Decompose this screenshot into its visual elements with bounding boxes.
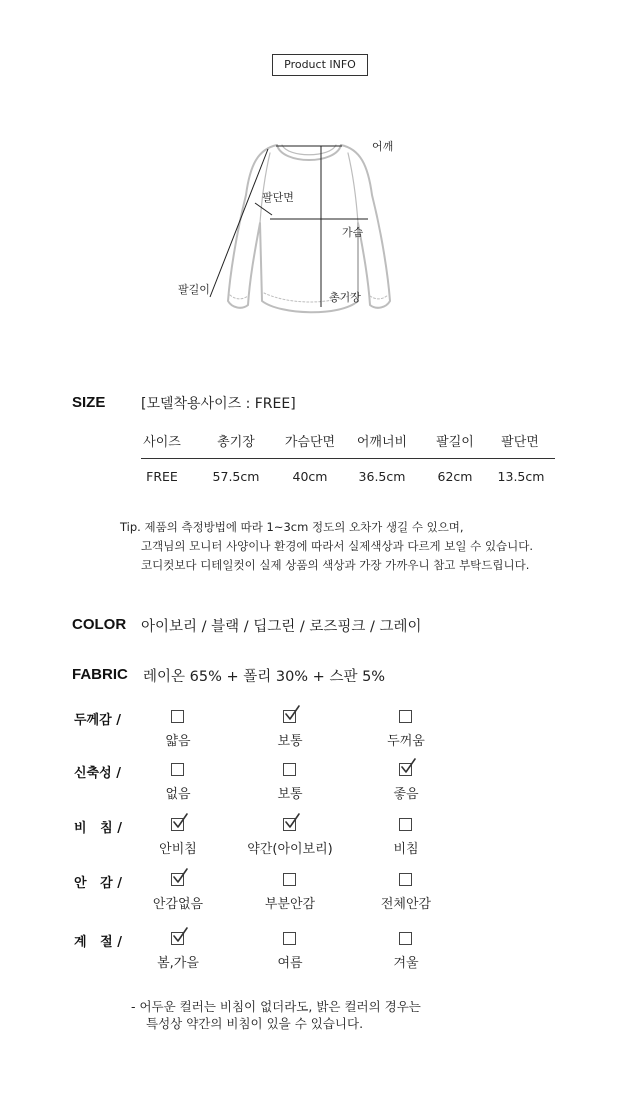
property-label: 계 절 /: [74, 935, 122, 950]
color-section-label: COLOR: [72, 616, 127, 633]
color-values: 아이보리 / 블랙 / 딥그린 / 로즈핑크 / 그레이: [141, 619, 422, 635]
checkbox-checked[interactable]: [171, 873, 184, 886]
checkbox-checked[interactable]: [171, 932, 184, 945]
property-option-label: 좋음: [393, 787, 419, 802]
tip-line-2: 고객님의 모니터 사양이나 환경에 따라서 실제색상과 다르게 보일 수 있습니다.: [141, 539, 534, 553]
size-table-header: 사이즈: [143, 435, 181, 450]
size-table-cell: FREE: [146, 469, 178, 484]
property-option-label: 부분안감: [264, 897, 316, 912]
property-option-label: 보통: [277, 787, 303, 802]
property-option-label: 없음: [165, 787, 191, 802]
fabric-value: 레이온 65% + 폴리 30% + 스판 5%: [143, 669, 386, 685]
diagram-label-chest: 가슴: [342, 226, 364, 239]
diagram-label-shoulder: 어깨: [372, 140, 394, 153]
diagram-label-total-length: 총기장: [329, 291, 361, 304]
property-option-label: 얇음: [165, 734, 191, 749]
property-option-label: 보통: [277, 734, 303, 749]
property-label: 두께감 /: [74, 713, 121, 728]
checkbox-checked[interactable]: [283, 818, 296, 831]
property-option-label: 안감없음: [152, 897, 204, 912]
checkbox-unchecked[interactable]: [171, 763, 184, 776]
property-option-label: 여름: [277, 956, 303, 971]
property-option-label: 겨울: [393, 956, 419, 971]
checkbox-unchecked[interactable]: [171, 710, 184, 723]
checkbox-unchecked[interactable]: [399, 873, 412, 886]
property-label: 비 침 /: [74, 821, 122, 836]
fabric-section-label: FABRIC: [72, 666, 128, 683]
size-table-cell: 13.5cm: [497, 469, 545, 484]
property-label: 신축성 /: [74, 766, 121, 781]
note-line-1: - 어두운 컬러는 비침이 없더라도, 밝은 컬러의 경우는: [131, 999, 421, 1014]
checkbox-unchecked[interactable]: [399, 818, 412, 831]
diagram-label-sleeve-length: 팔길이: [178, 283, 210, 296]
size-table-cell: 36.5cm: [358, 469, 406, 484]
property-option-label: 약간(아이보리): [247, 842, 333, 857]
checkbox-checked[interactable]: [283, 710, 296, 723]
size-table-divider: [141, 458, 555, 459]
tip-line-3: 코디컷보다 디테일컷이 실제 상품의 색상과 가장 가까우니 참고 부탁드립니다.: [141, 558, 530, 572]
property-option-label: 비침: [393, 842, 419, 857]
note-line-2: 특성상 약간의 비침이 있을 수 있습니다.: [146, 1016, 364, 1031]
size-table-cell: 57.5cm: [212, 469, 260, 484]
size-table-header: 팔길이: [436, 435, 474, 450]
size-table-cell: 40cm: [292, 469, 328, 484]
property-option-label: 안비침: [159, 842, 197, 857]
checkbox-unchecked[interactable]: [399, 932, 412, 945]
size-section-label: SIZE: [72, 394, 106, 411]
size-table-cell: 62cm: [437, 469, 473, 484]
product-info-title: Product INFO: [272, 54, 368, 76]
property-label: 안 감 /: [74, 876, 122, 891]
size-table-header: 총기장: [217, 435, 255, 450]
size-table-header: 어깨너비: [356, 435, 408, 450]
property-option-label: 봄,가을: [157, 956, 199, 971]
tip-line-1: Tip. 제품의 측정방법에 따라 1~3cm 정도의 오차가 생길 수 있으며,: [120, 520, 464, 534]
checkbox-unchecked[interactable]: [283, 932, 296, 945]
checkbox-unchecked[interactable]: [283, 763, 296, 776]
diagram-label-sleeve-width: 팔단면: [262, 191, 294, 204]
property-option-label: 전체안감: [380, 897, 432, 912]
size-table-header: 팔단면: [501, 435, 539, 450]
model-size-note: [모델착용사이즈 : FREE]: [141, 396, 296, 412]
checkbox-unchecked[interactable]: [283, 873, 296, 886]
checkbox-unchecked[interactable]: [399, 710, 412, 723]
checkbox-checked[interactable]: [171, 818, 184, 831]
property-option-label: 두꺼움: [387, 734, 425, 749]
checkbox-checked[interactable]: [399, 763, 412, 776]
size-table-header: 가슴단면: [284, 435, 336, 450]
